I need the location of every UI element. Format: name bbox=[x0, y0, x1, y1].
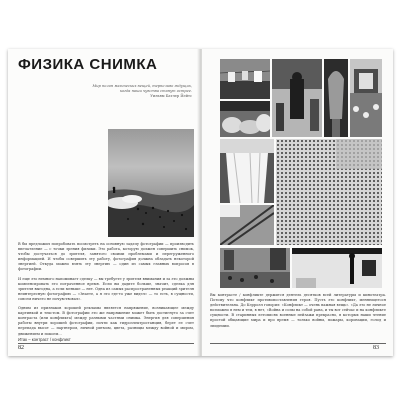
photo-ladder bbox=[220, 205, 274, 245]
book-spread bbox=[8, 49, 393, 356]
paragraph: Вы контрасте / конфликте держится деятель десятков всей литературы и кинотеатра. Потому что конфликт противопоставления героя. Пусть это конфликт, меняющегося действительна. До Кэрролл говорил: «Конфликт — очень важная вещь». «Да это не личное возможно в нем и тем, в нет, «Война и сопы на собой рана, и ты вот сейчас и на конфликте сущности. В старинных летописях военные пейзажи прекрасно, в которых наши чтение простой общающие мира и про время — только войны, пожары, коронации, голод и эпидемии. bbox=[210, 293, 386, 328]
photo-clothesline bbox=[220, 59, 270, 99]
page-number-right: 83 bbox=[373, 345, 379, 351]
body-text-right bbox=[210, 293, 386, 329]
paragraph: И еще это немного напоминает сделку — вы требуете у зрителя внимания и за это должны компенсировать его потраченное время. Если вы дадите больше, значит, сделка для зрителя выгодна, а если меньше — нет. Одна из самых распространенных реакций зрителя неинтересную фотографию — «Знаете, а я это где-то уже видел» — то есть, в сущности, совсем ничего не почувствовал». bbox=[18, 276, 194, 301]
epigraph-line: Мир полон магических вещей, терпеливо ждущих, bbox=[92, 84, 192, 88]
left-page bbox=[8, 49, 199, 356]
footer-rule bbox=[210, 343, 386, 344]
epigraph-author: Уильям Батлер Йейтс bbox=[150, 94, 192, 98]
photo-altar bbox=[350, 59, 382, 137]
body-text bbox=[18, 242, 194, 341]
page-number-left: 82 bbox=[18, 345, 24, 351]
photo-crowd bbox=[276, 139, 382, 245]
photo-statue bbox=[292, 248, 382, 288]
photo-figures bbox=[272, 59, 322, 137]
epigraph-line: когда наши чувства станут острее. bbox=[119, 89, 192, 93]
photo-city-crowd bbox=[220, 248, 290, 288]
photo-sea-birds bbox=[108, 129, 194, 237]
right-page bbox=[202, 49, 393, 356]
photo-waterfall bbox=[220, 139, 274, 203]
paragraph: Одним из признаков хорошей рекламы является напряжение, возникающее между картинкой и текстом. В фотографии это же напряжение может быть достигнуто за счет контраста (или конфликта) между разными частями снимка. Энергия для совершения работы внутри хорошей фотографии, почти как гидроэлектростанция, берет ее счет перепада высот — партнером, личной ритмом, цвета, разницы между войной и миром, движением и покоем... bbox=[18, 306, 194, 336]
epigraph bbox=[76, 84, 192, 99]
footer-label: Итак – контраст / конфликт bbox=[18, 337, 71, 342]
chapter-title: ФИЗИКА СНИМКА bbox=[18, 56, 158, 73]
photo-hands bbox=[324, 59, 348, 137]
paragraph: В бы предложил попробовать посмотреть на основную задачу фотографии — производить впечатление — с точки зрения физики. Это работа, которую должен совершить снимок, чтобы достучаться до зрителя, занятого своими проблемами и перегруженного информацией. И чтобы совершить эту работу, фотография должна обладать некоторой энергией. Откуда можно взять эту энергию — один из самых главных вопросов в фотографии. bbox=[18, 242, 194, 272]
footer-rule bbox=[18, 343, 194, 344]
photo-praying bbox=[220, 101, 270, 137]
